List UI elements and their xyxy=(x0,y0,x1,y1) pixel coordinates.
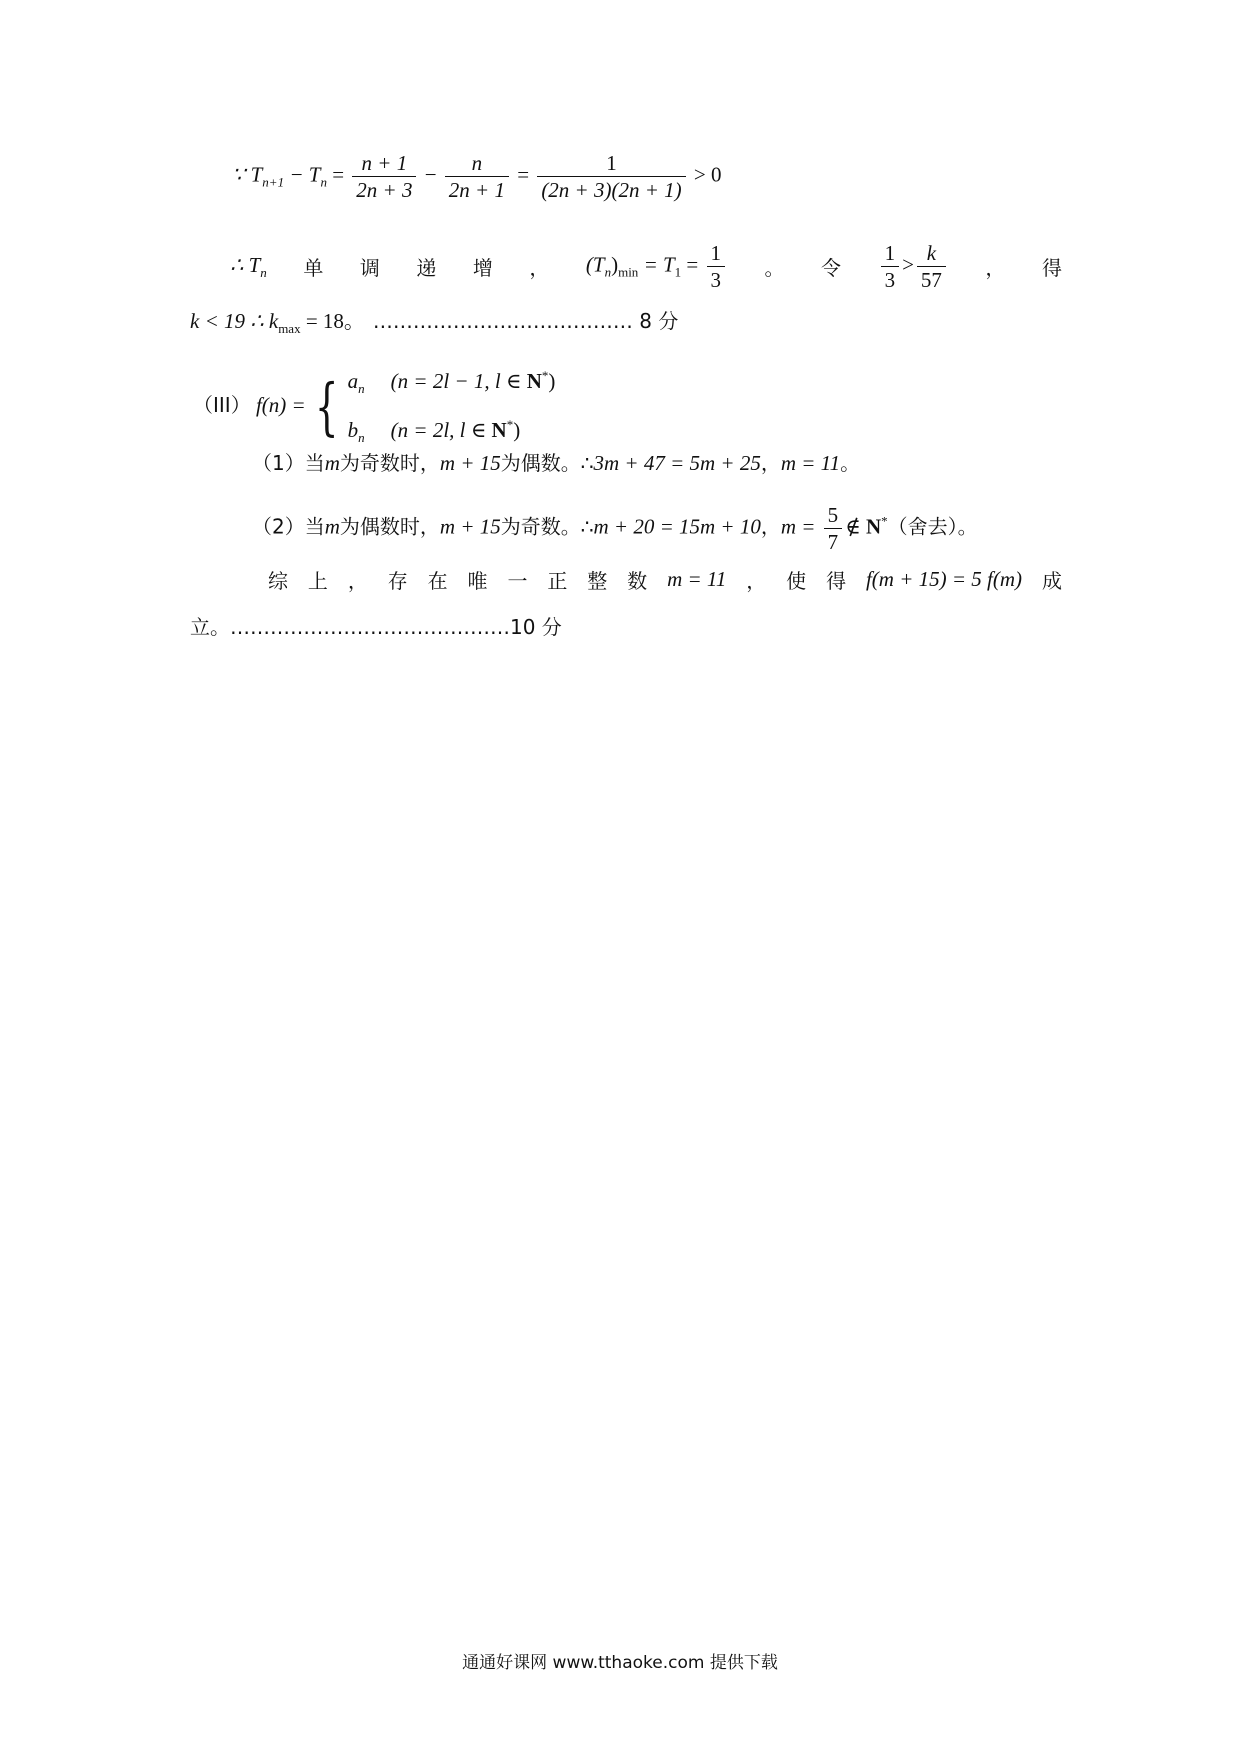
cases: $a_n$ (n = 2l − 1, l ∈ N*) $b_n$ (n = 2l, l ∈ N*) xyxy=(347,368,556,445)
fraction-1: $\frac{n + 1}{2n + 3}$ xyxy=(352,150,416,203)
min-expression: $(T_n)_{min} = T_1$ = $\frac{1}{3}$ xyxy=(586,240,728,293)
fraction-3: $\frac{1}{(2n + 3)(2n + 1)}$ xyxy=(537,150,685,203)
inequality: $\frac{1}{3}$ > $\frac{k}{57}$ xyxy=(878,240,949,293)
monotonic-line: ∴ $T_n$ 单 调 递 增 ， $(T_n)_{min} = T_1$ = $\frac{1}{3}$ 。 令 $\frac{1}{3}$ > $\frac{k}{57}$ ， 得 xyxy=(230,241,1062,292)
conclusion-line: 综 上 ， 存 在 唯 一 正 整 数 m = 11 ， 使 得 f(m + 15) = 5 f(m) 成 xyxy=(268,567,1062,593)
footer-source: 通通好课网 www.tthaoke.com 提供下载 xyxy=(462,1653,778,1673)
case-1-odd: （1）当m为奇数时，m + 15为偶数。∴3m + 47 = 5m + 25，m = 11。 xyxy=(252,451,861,475)
piecewise-function: （III） f(n) = { $a_n$ (n = 2l − 1, l ∈ N*) $b_n$ (n = 2l, l ∈ N*) xyxy=(193,358,555,456)
score-line: 立。……………………………………10 分 xyxy=(190,615,562,639)
brace: { xyxy=(314,370,339,443)
formula-tn-difference: ∵ $T_{n+1} - T_n$ = $\frac{n + 1}{2n + 3}$ − $\frac{n}{2n + 1}$ = $\frac{1}{(2n + 3)(2n + 1)}$ > 0 xyxy=(232,151,722,202)
kmax-line: k < 19 ∴ $k_{max} = 18$。 ………………………………… 8 分 xyxy=(190,309,679,336)
fraction-2: $\frac{n}{2n + 1}$ xyxy=(445,150,509,203)
case-2-even: （2）当m为偶数时，m + 15为奇数。∴m + 20 = 15m + 10，m = $\frac{5}{7}$ ∉ N*（舍去）。 xyxy=(252,503,978,554)
